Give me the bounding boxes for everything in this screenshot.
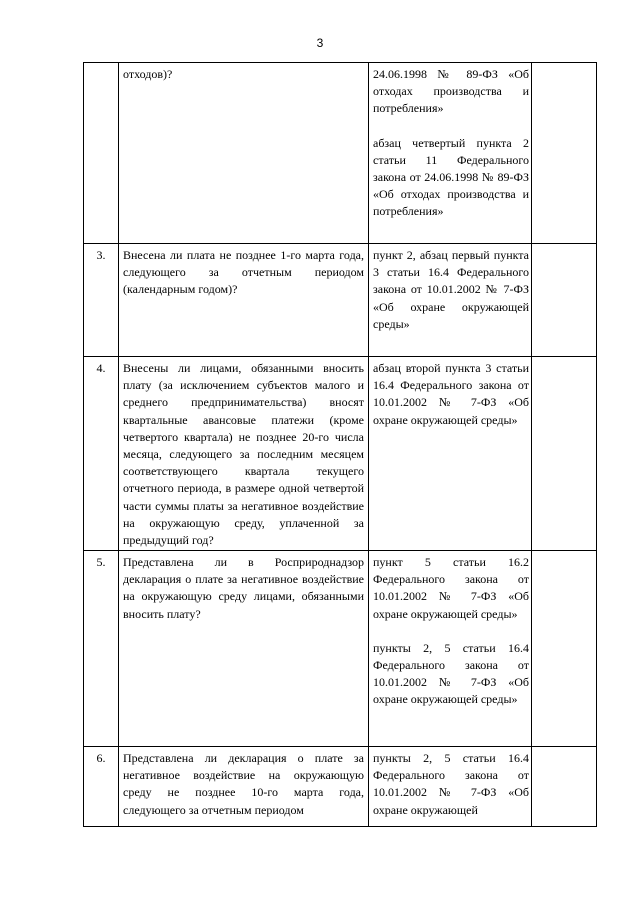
question-cell — [119, 244, 369, 357]
question-cell — [119, 747, 369, 827]
table-row — [84, 551, 597, 747]
empty-cell — [532, 747, 597, 827]
row-number: 5. — [84, 551, 119, 747]
empty-cell — [532, 357, 597, 551]
checklist-table — [83, 62, 597, 827]
table-row — [84, 747, 597, 827]
legal-reference: абзац четвертый пункта 2 статьи 11 Федерального закона от 24.06.1998 № 89-ФЗ «Об отходах производства и потребления» — [373, 135, 529, 219]
empty-cell — [532, 551, 597, 747]
table-row — [84, 357, 597, 551]
legal-reference: пункт 5 статьи 16.2 Федерального закона от 10.01.2002 № 7-ФЗ «Об охране окружающей среды» — [373, 555, 529, 621]
legal-reference: пункты 2, 5 статьи 16.4 Федерального закона от 10.01.2002 № 7-ФЗ «Об охране окружающей среды» — [373, 640, 529, 707]
question-text: отходов)? — [123, 67, 173, 81]
legal-reference-cell — [369, 747, 532, 827]
row-number — [84, 63, 119, 244]
legal-reference-cell — [369, 63, 532, 244]
empty-cell — [532, 63, 597, 244]
question-text: Представлена ли в Росприроднадзор декларация о плате за негативное воздействие на окружающую среду лицами, обязанными вносить плату? — [123, 555, 364, 621]
row-number: 6. — [84, 747, 119, 827]
row-number: 4. — [84, 357, 119, 551]
legal-reference-cell — [369, 551, 532, 747]
question-cell — [119, 357, 369, 551]
table-row — [84, 63, 597, 244]
page-number: 3 — [316, 36, 324, 50]
legal-reference-cell — [369, 357, 532, 551]
table-row — [84, 244, 597, 357]
legal-reference: пункт 2, абзац первый пункта 3 статьи 16.4 Федерального закона от 10.01.2002 № 7-ФЗ «Об охране окружающей среды» — [373, 248, 529, 331]
legal-reference: абзац второй пункта 3 статьи 16.4 Федерального закона от 10.01.2002 № 7-ФЗ «Об охране окружающей среды» — [373, 361, 529, 427]
question-cell — [119, 551, 369, 747]
legal-reference: пункты 2, 5 статьи 16.4 Федерального закона от 10.01.2002 № 7-ФЗ «Об охране окружающей — [373, 751, 529, 817]
empty-cell — [532, 244, 597, 357]
question-text: Представлена ли декларация о плате за негативное воздействие на окружающую среду не позднее 10-го марта года, следующего за отчетным периодом — [123, 751, 364, 817]
legal-reference: 24.06.1998 № 89-ФЗ «Об отходах производства и потребления» — [373, 67, 529, 116]
legal-reference-cell — [369, 244, 532, 357]
row-number: 3. — [84, 244, 119, 357]
question-text: Внесена ли плата не позднее 1-го марта года, следующего за отчетным периодом (календарным годом)? — [123, 248, 364, 297]
question-text: Внесены ли лицами, обязанными вносить плату (за исключением субъектов малого и среднего предпринимательства) вносят квартальные авансовые платежи (кроме четвертого квартала) не позднее 20-го числа месяца, следующего за последним месяцем соответствующего квартала текущего отчетного периода, в размере одной четвертой части суммы платы за негативное воздействие на окружающую среду, уплаченной за предыдущий год? — [123, 361, 364, 548]
question-cell — [119, 63, 369, 244]
